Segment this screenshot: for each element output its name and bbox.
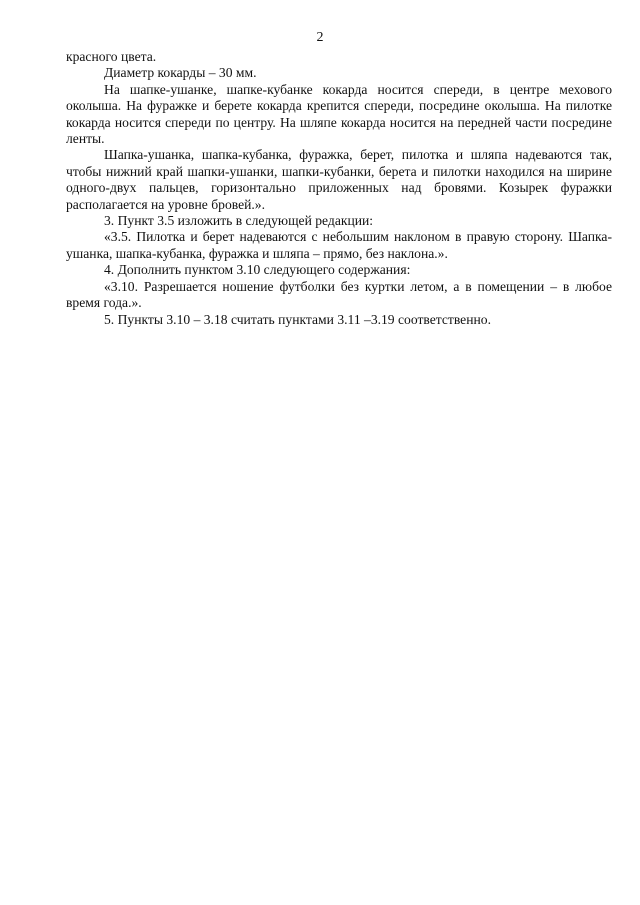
- paragraph-headwear-wearing: Шапка-ушанка, шапка-кубанка, фуражка, берет, пилотка и шляпа надеваются так, чтобы нижний край шапки-ушанки, шапки-кубанки, берета и пилотки находился на ширине одного-двух пальцев, горизонтально приложенных над бровями. Козырек фуражки располагается на уровне бровей.».: [66, 147, 612, 212]
- page-number: 2: [316, 30, 324, 45]
- paragraph-item-4: 4. Дополнить пунктом 3.10 следующего содержания:: [104, 262, 411, 278]
- paragraph-cockade-placement: На шапке-ушанке, шапке-кубанке кокарда носится спереди, в центре мехового околыша. На фуражке и берете кокарда крепится спереди, посредине околыша. На пилотке кокарда носится спереди по центру. На шляпе кокарда носится на передней части посредине ленты.: [66, 81, 612, 147]
- paragraph-item-3: 3. Пункт 3.5 изложить в следующей редакции:: [104, 213, 374, 229]
- paragraph-cockade-diameter: Диаметр кокарды – 30 мм.: [104, 65, 257, 81]
- paragraph-item-3-5-text: «3.5. Пилотка и берет надеваются с небольшим наклоном в правую сторону. Шапка-ушанка, шапка-кубанка, фуражка и шляпа – прямо, без наклона.».: [66, 229, 612, 261]
- document-body: [66, 49, 612, 328]
- paragraph-item-5: 5. Пункты 3.10 – 3.18 считать пунктами 3.11 –3.19 соответственно.: [104, 311, 491, 327]
- paragraph-item-3-10-text: «3.10. Разрешается ношение футболки без куртки летом, а в помещении – в любое время года.».: [66, 278, 612, 311]
- paragraph-continuation: красного цвета.: [66, 49, 157, 64]
